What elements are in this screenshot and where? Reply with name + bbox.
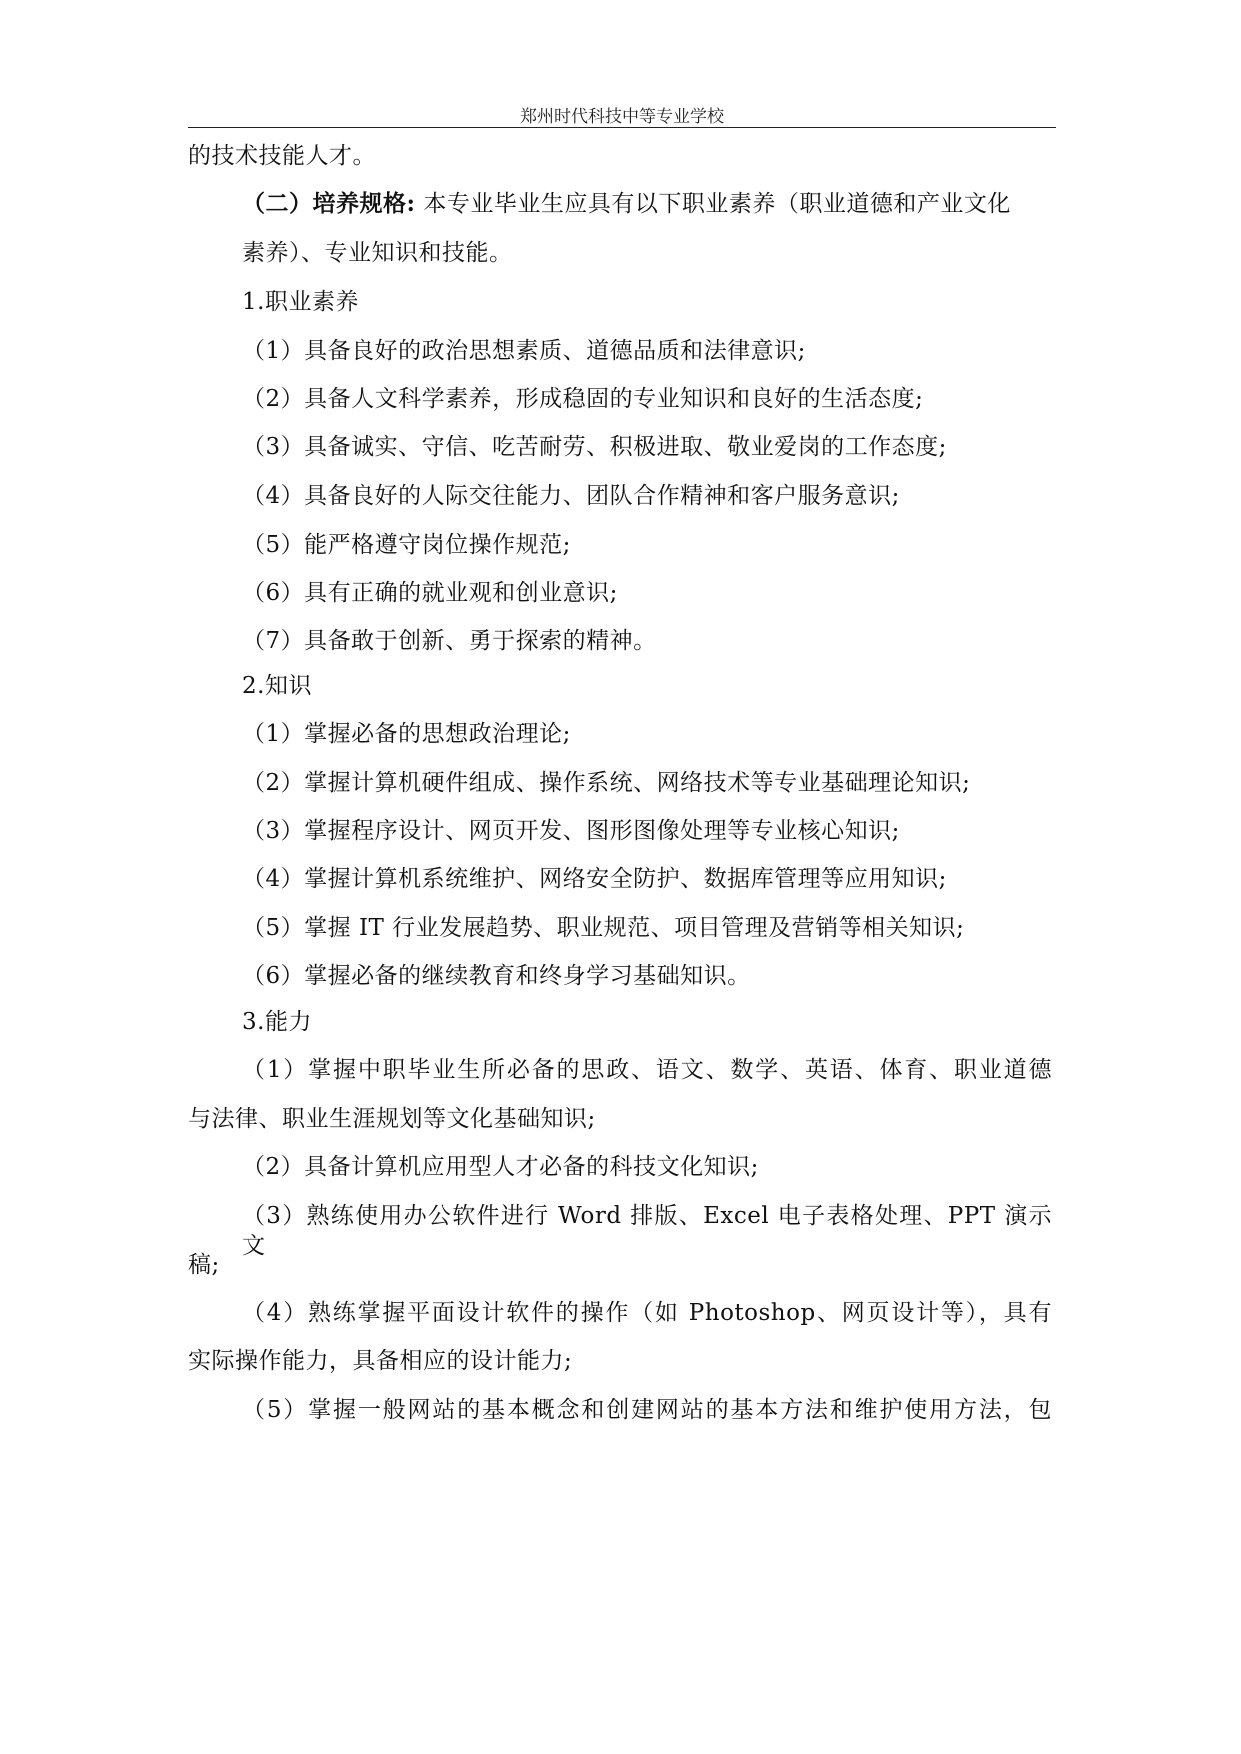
list-item: （6）掌握必备的继续教育和终身学习基础知识。 xyxy=(242,963,751,989)
paragraph: 素养）、专业知识和技能。 xyxy=(242,240,513,266)
subsection-heading: 1.职业素养 xyxy=(242,289,359,315)
list-item: （3）具备诚实、守信、吃苦耐劳、积极进取、敬业爱岗的工作态度; xyxy=(242,434,947,460)
subsection-heading: 3.能力 xyxy=(242,1009,312,1035)
list-item-continuation: 与法律、职业生涯规划等文化基础知识; xyxy=(188,1106,596,1132)
list-item: （3）掌握程序设计、网页开发、图形图像处理等专业核心知识; xyxy=(242,818,900,844)
list-item: （4）掌握计算机系统维护、网络安全防护、数据库管理等应用知识; xyxy=(242,866,947,892)
list-item: （1）掌握中职毕业生所必备的思政、语文、数学、英语、体育、职业道德 xyxy=(242,1057,1052,1083)
paragraph-text: 本专业毕业生应具有以下职业素养（职业道德和产业文化 xyxy=(423,191,1011,217)
list-item: （1）具备良好的政治思想素质、道德品质和法律意识; xyxy=(242,338,806,364)
page-header: 郑州时代科技中等专业学校 xyxy=(520,107,724,127)
list-item-continuation: 稿; xyxy=(188,1252,220,1278)
list-item: （2）具备计算机应用型人才必备的科技文化知识; xyxy=(242,1154,759,1180)
list-item: （5）能严格遵守岗位操作规范; xyxy=(242,532,571,558)
list-item: （7）具备敢于创新、勇于探索的精神。 xyxy=(242,628,657,654)
subsection-heading: 2.知识 xyxy=(242,673,312,699)
list-item: （1）掌握必备的思想政治理论; xyxy=(242,721,571,747)
list-item: （4）熟练掌握平面设计软件的操作（如 Photoshop、网页设计等），具有 xyxy=(242,1300,1052,1326)
list-item: （2）具备人文科学素养，形成稳固的专业知识和良好的生活态度; xyxy=(242,386,924,412)
section-heading: （二）培养规格: xyxy=(242,190,416,217)
specification-line xyxy=(242,189,1011,219)
list-item: （2）掌握计算机硬件组成、操作系统、网络技术等专业基础理论知识; xyxy=(242,770,971,796)
list-item: （3）熟练使用办公软件进行 Word 排版、Excel 电子表格处理、PPT 演示文 xyxy=(242,1203,1052,1259)
list-item: （5）掌握一般网站的基本概念和创建网站的基本方法和维护使用方法，包 xyxy=(242,1397,1052,1423)
list-item-continuation: 实际操作能力，具备相应的设计能力; xyxy=(188,1348,573,1374)
list-item: （5）掌握 IT 行业发展趋势、职业规范、项目管理及营销等相关知识; xyxy=(242,915,965,941)
list-item: （6）具有正确的就业观和创业意识; xyxy=(242,580,618,606)
list-item: （4）具备良好的人际交往能力、团队合作精神和客户服务意识; xyxy=(242,483,900,509)
paragraph: 的技术技能人才。 xyxy=(188,143,376,169)
header-divider xyxy=(188,127,1056,128)
